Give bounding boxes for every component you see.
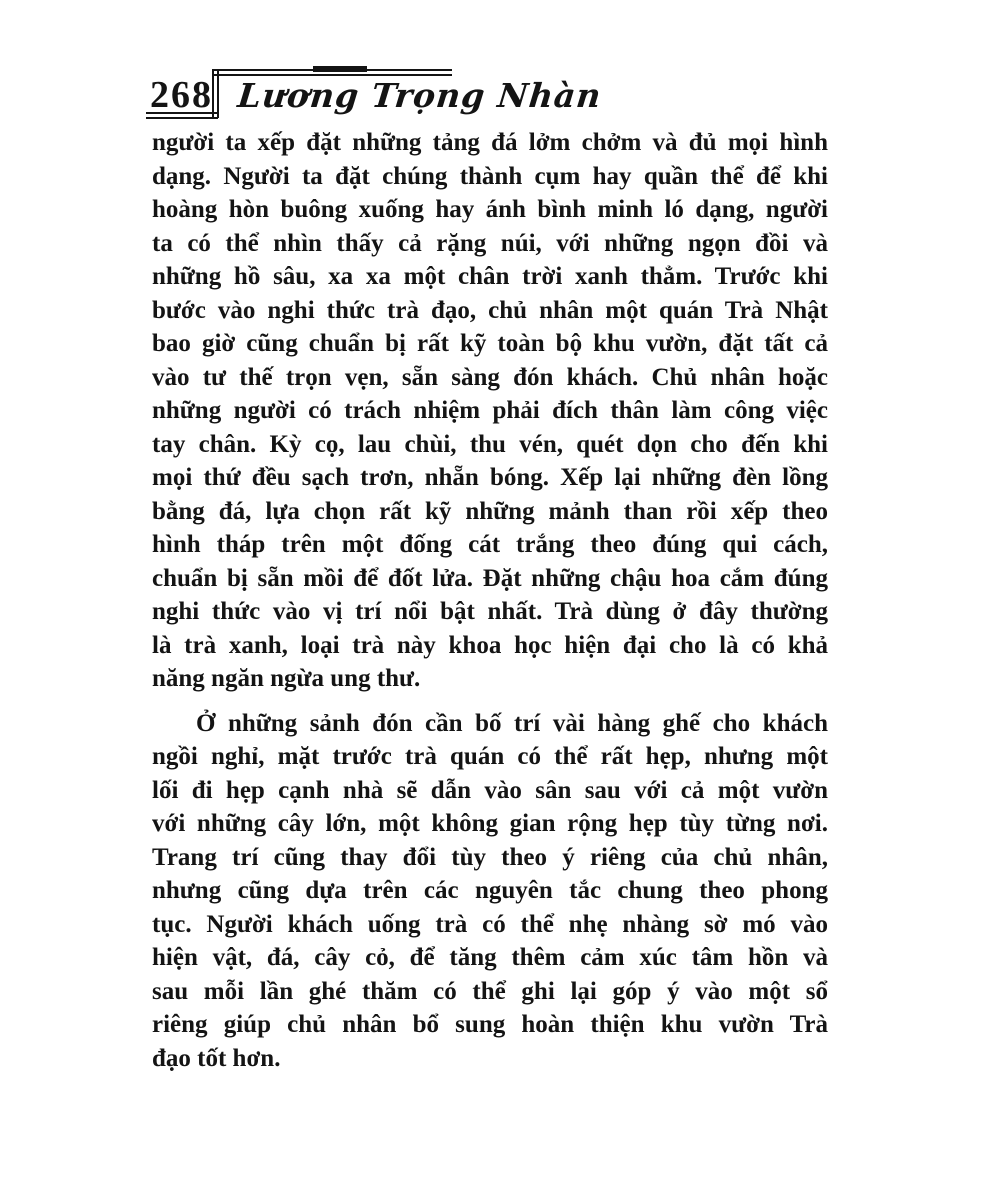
text-line: ta có thể nhìn thấy cả rặng núi, với những ngọn đồi và <box>152 229 828 257</box>
paragraph <box>152 126 828 696</box>
text-line: hoàng hòn buông xuống hay ánh bình minh ló dạng, người <box>152 196 828 223</box>
text-line: lối đi hẹp cạnh nhà sẽ dẫn vào sân sau với cả một vườn <box>152 776 828 804</box>
text-line: ngồi nghỉ, mặt trước trà quán có thể rất hẹp, nhưng một <box>152 743 828 770</box>
text-line: bằng đá, lựa chọn rất kỹ những mảnh than rồi xếp theo <box>152 497 828 525</box>
header-rule-under-page-number <box>146 112 218 119</box>
text-line: với những cây lớn, một không gian rộng hẹp tùy từng nơi. <box>152 810 828 837</box>
text-line: bao giờ cũng chuẩn bị rất kỹ toàn bộ khu vườn, đặt tất cả <box>152 330 828 357</box>
text-line: hiện vật, đá, cây cỏ, để tăng thêm cảm xúc tâm hồn và <box>152 944 828 971</box>
text-line: đạo tốt hơn. <box>152 1044 281 1072</box>
text-line: người ta xếp đặt những tảng đá lởm chởm và đủ mọi hình <box>152 129 828 156</box>
header-rule-thick-segment <box>313 66 367 72</box>
running-head-author: Lương Trọng Nhàn <box>235 76 604 115</box>
text-line: nghi thức vào vị trí nổi bật nhất. Trà dùng ở đây thường <box>152 598 828 625</box>
text-paragraphs <box>152 126 828 1075</box>
text-line: nhưng cũng dựa trên các nguyên tắc chung theo phong <box>152 877 828 904</box>
text-line: Ở những sảnh đón cần bố trí vài hàng ghế cho khách <box>196 709 828 737</box>
text-line: riêng giúp chủ nhân bổ sung hoàn thiện khu vườn Trà <box>152 1011 828 1038</box>
text-line: năng ngăn ngừa ung thư. <box>152 665 421 692</box>
text-line: sau mỗi lần ghé thăm có thể ghi lại góp ý vào một sổ <box>152 977 828 1005</box>
paragraph <box>152 707 828 1076</box>
text-line: tục. Người khách uống trà có thể nhẹ nhàng sờ mó vào <box>152 910 828 938</box>
text-line: mọi thứ đều sạch trơn, nhẵn bóng. Xếp lại những đèn lồng <box>152 464 828 491</box>
text-line: Trang trí cũng thay đổi tùy theo ý riêng của chủ nhân, <box>152 843 828 871</box>
text-line: là trà xanh, loại trà này khoa học hiện đại cho là có khả <box>152 631 828 659</box>
text-line: tay chân. Kỳ cọ, lau chùi, thu vén, quét dọn cho đến khi <box>152 430 828 458</box>
text-line: hình tháp trên một đống cát trắng theo đúng qui cách, <box>152 531 828 558</box>
text-line: bước vào nghi thức trà đạo, chủ nhân một quán Trà Nhật <box>152 296 828 324</box>
text-line: dạng. Người ta đặt chúng thành cụm hay quần thể để khi <box>152 162 828 190</box>
page-number: 268 <box>150 74 213 116</box>
text-line: vào tư thế trọn vẹn, sẵn sàng đón khách. Chủ nhân hoặc <box>152 363 828 391</box>
header-rule-step <box>212 69 219 118</box>
text-line: chuẩn bị sẵn mồi để đốt lửa. Đặt những chậu hoa cắm đúng <box>152 564 828 592</box>
text-line: những hồ sâu, xa xa một chân trời xanh thẳm. Trước khi <box>152 263 828 290</box>
text-line: những người có trách nhiệm phải đích thân làm công việc <box>152 397 828 424</box>
